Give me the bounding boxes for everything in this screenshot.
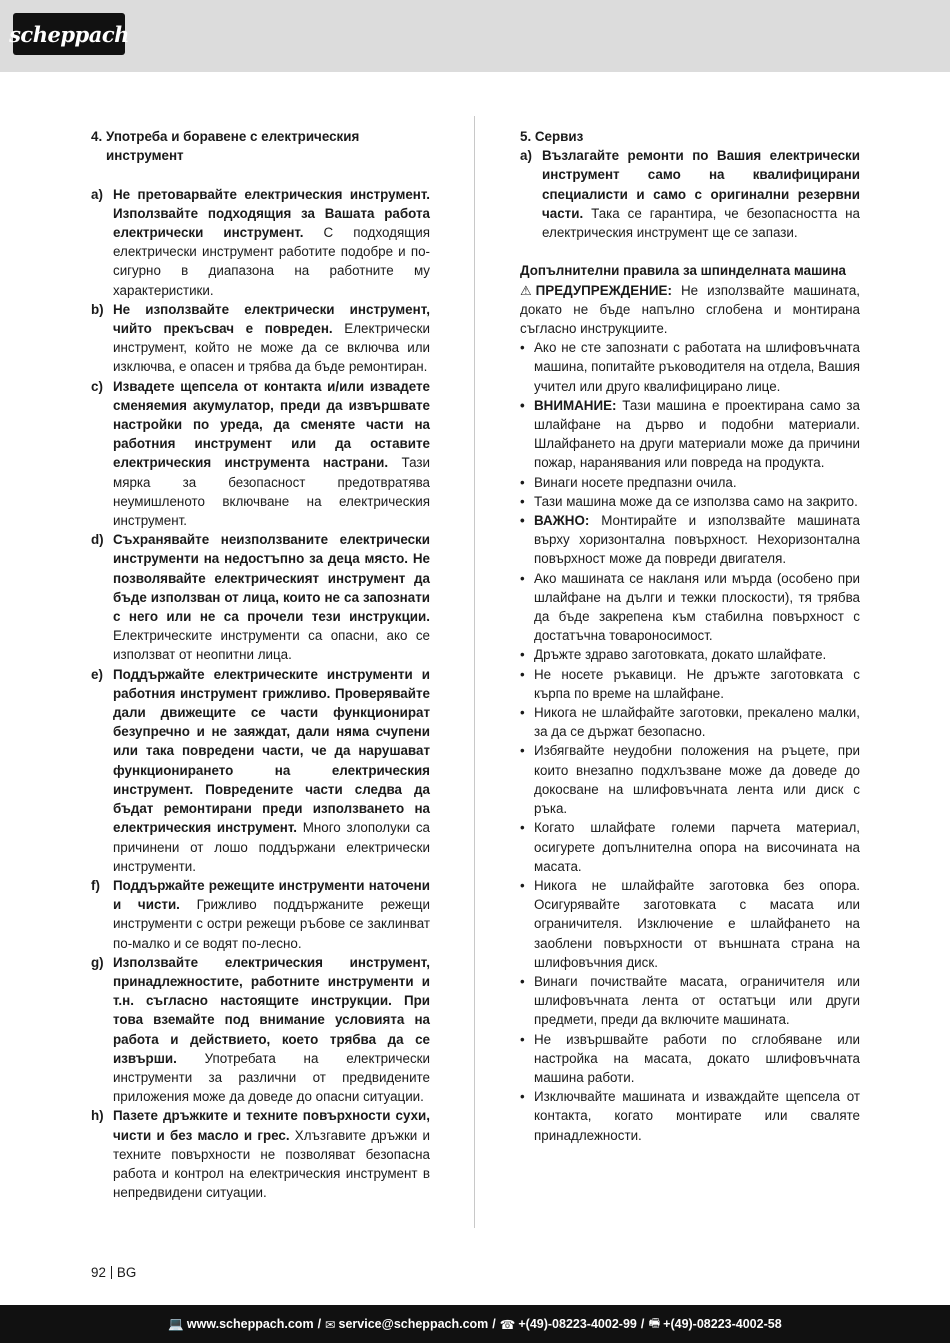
list-item: c) Извадете щепсела от контакта и/или извадете сменяемия акумулатор, преди да извършвате настройки по уреда, да сменяте части на работния инструмент или да оставите електрическия инструмента настрани. Тази мярка за безопасност предотвратява неумишленото включване на електрическия инструмент.: [91, 378, 431, 529]
list-item: b) Не използвайте електрически инструмент, чийто прекъсвач е повреден. Електрически инструмент, който не може да се включва или изключва, е опасен и трябва да бъде ремонтиран.: [91, 301, 430, 375]
right-column: [520, 127, 860, 1145]
section-4-title: [91, 127, 430, 165]
warning-paragraph: ⚠ ПРЕДУПРЕЖДЕНИЕ: Не използвайте машината, докато не бъде напълно сглобена и монтирана съгласно инструкциите.: [520, 282, 860, 337]
spindle-rules-heading: Допълнителни правила за шпинделната машина: [520, 263, 846, 279]
list-item: e) Поддържайте електрическите инструменти и работния инструмент грижливо. Проверявайте дали движещите се части функционират безупречно и не заяждат, дали няма счупени или така повредени части, че да нарушават функционирането на електрическия инструмент. Повредените части следва да бъдат ремонтирани преди използването на електрическия инструмент. Много злополуки са причинени от лошо поддържани електрически инструменти.: [91, 666, 430, 874]
list-item: • ВАЖНО: Монтирайте и използвайте машината върху хоризонтална повърхност. Нехоризонтална повърхност може да повреди двигателя.: [520, 513, 860, 567]
list-item: • Изключвайте машината и изваждайте щепсела от контакта, когато монтирате или сваляте принадлежности.: [520, 1089, 860, 1143]
list-item: • Когато шлайфате големи парчета материал, осигурете допълнителна опора на височината на масата.: [520, 820, 860, 874]
section-5-title: 5. Сервиз: [520, 129, 584, 144]
list-item: • Ако не сте запознати с работата на шлифовъчната машина, попитайте ръководителя на отдела, Вашия учител или друго квалифицирано лице.: [520, 340, 860, 394]
list-item: • ВНИМАНИЕ: Тази машина е проектирана само за шлайфане на дърво и подобни материали. Шлайфането на други материали може да причини пожар, наранявания или повреда на продукта.: [520, 397, 860, 471]
list-item: d) Съхранявайте неизползваните електрически инструменти на недостъпно за деца място. Не позволявайте електрическият инструмент да бъде използван от лица, които не са запознати с него или не са прочели тези инструкции. Електрическите инструменти са опасни, ако се използват от неопитни лица.: [91, 532, 430, 663]
list-item: h) Пазете дръжките и техните повърхности сухи, чисти и без масло и грес. Хлъзгавите дръжки и техните повърхности не позволяват безопасна работа и контрол на електрическия инструмент в непредвидени ситуации.: [91, 1108, 430, 1201]
page-number: 92 BG: [91, 1265, 137, 1280]
phone-number: +(49)-08223-4002-99: [518, 1317, 637, 1331]
left-column: [91, 127, 430, 1202]
list-item: • Дръжте здраво заготовката, докато шлайфате.: [520, 647, 827, 663]
header-band: [0, 0, 950, 72]
list-item: • Тази машина може да се използва само на закрито.: [520, 493, 858, 509]
warning-triangle-icon: ⚠: [520, 282, 532, 298]
email-link[interactable]: service@scheppach.com: [338, 1317, 489, 1331]
section-title-text: Употреба и боравене с електрическия инструмент: [106, 129, 360, 164]
section-number: 4.: [91, 129, 103, 144]
safety-bullet-list: [520, 338, 860, 1145]
fax-icon: 🖷: [648, 1315, 661, 1330]
list-item: • Никога не шлайфайте заготовка без опора. Осигурявайте заготовката с масата или ограничителя. Изключение е шлайфането на заоблени повърхности от външната страна на шлифовъчния диск.: [520, 877, 860, 970]
list-item: • Не извършвайте работи по сглобяване или настройка на масата, докато шлифовъчната машина работи.: [520, 1031, 860, 1085]
list-item: • Избягвайте неудобни положения на ръцете, при които внезапно подхлъзване може да доведе до докосване на шлифовъчната лента или диск с ръка.: [520, 743, 860, 817]
logo-text: scheppach: [9, 21, 129, 47]
list-item: a) Не претоварвайте електрическия инструмент. Използвайте подходящия за Вашата работа електрически инструмент. С подходящия електрически инструмент работите подобре и по-сигурно в диапазона на работните му характеристики.: [91, 186, 431, 298]
list-item: • Винаги носете предпазни очила.: [520, 474, 737, 490]
list-item: f) Поддържайте режещите инструменти наточени и чисти. Грижливо поддържаните режещи инструменти с остри режещи ръбове се заклинват по-малко и се водят по-лесно.: [91, 877, 431, 951]
list-item: • Винаги почиствайте масата, ограничителя или шлифовъчната лента от остатъци или други предмети, преди да включите машината.: [520, 973, 860, 1028]
website-link[interactable]: www.scheppach.com: [186, 1317, 314, 1331]
service-item: a) Възлагайте ремонти по Вашия електрически инструмент само на квалифицирани специалисти и само с оригинални резервни части. Така се гарантира, че безопасността на електрическия инструмент ще се запази.: [520, 148, 860, 241]
column-divider: [474, 116, 475, 1228]
computer-icon: 💻: [168, 1316, 184, 1331]
list-item: g) Използвайте електрическия инструмент, принадлежностите, работните инструменти и т.н. съгласно настоящите инструкции. При това вземайте под внимание условията на работа и действието, което трябва да се извърши. Употребата на електрически инструменти за различни от предвидените приложения може да доведе до опасни ситуации.: [91, 954, 430, 1105]
phone-icon: ☎: [499, 1317, 516, 1332]
list-item: • Никога не шлайфайте заготовки, прекалено малки, за да се държат безопасно.: [520, 705, 860, 740]
scheppach-logo: [9, 13, 129, 55]
email-icon: ✉: [325, 1317, 336, 1332]
fax-number: +(49)-08223-4002-58: [663, 1317, 782, 1331]
list-item: • Не носете ръкавици. Не дръжте заготовката с кърпа по време на шлайфане.: [520, 666, 860, 701]
footer-contact-bar: 💻 www.scheppach.com / ✉ service@scheppach.com / ☎ +(49)-08223-4002-99 / 🖷 +(49)-08223-4002-58: [0, 1305, 950, 1343]
list-item: • Ако машината се накланя или мърда (особено при шлайфане на дълги и тежки плоскости), тя трябва да бъде закрепена към стабилна повърхност с достатъчна товароносимост.: [520, 570, 860, 644]
